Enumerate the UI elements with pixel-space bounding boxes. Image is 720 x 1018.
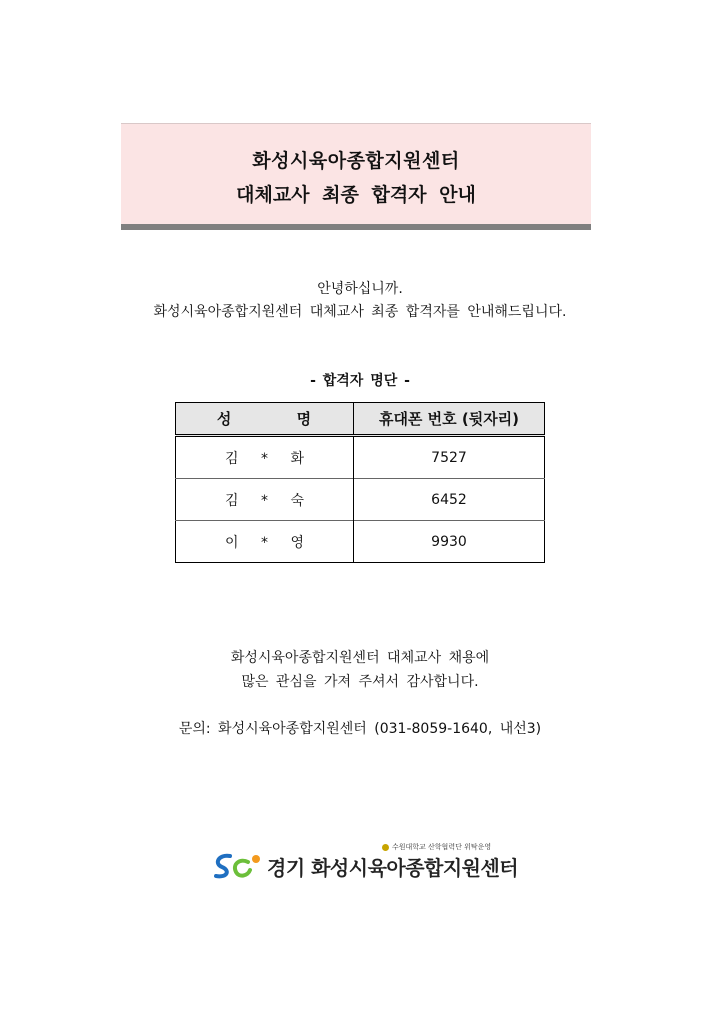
column-header-name: 성 명 [176,403,354,436]
greeting-line-1: 안녕하십니까. [317,281,403,297]
passer-table [175,402,545,563]
logo-name: 경기 화성시육아종합지원센터 [267,856,519,880]
title-box [121,123,591,225]
center-emblem-icon [212,850,264,882]
table-row [176,479,545,521]
table-row [176,436,545,479]
cell-phone: 6452 [354,479,545,521]
table-header-row [176,403,545,436]
closing-line-1: 화성시육아종합지원센터 대체교사 채용에 [230,650,490,666]
cell-phone: 9930 [354,521,545,563]
closing-line-2: 많은 관심을 가져 주셔서 감사합니다. [241,674,479,690]
cell-name: 김 * 숙 [176,479,354,521]
title-underline [121,224,591,230]
title-line-2: 대체교사 최종 합격자 안내 [236,184,476,206]
title-line-1: 화성시육아종합지원센터 [252,150,460,172]
logo-tagline: 수원대학교 산학협력단 위탁운영 [382,842,491,852]
cell-phone: 7527 [354,436,545,479]
contact-info: 문의: 화성시육아종합지원센터 (031-8059-1640, 내선3) [178,721,542,737]
cell-name: 김 * 화 [176,436,354,479]
list-heading: - 합격자 명단 - [310,373,410,389]
center-logo [212,842,519,882]
cell-name: 이 * 영 [176,521,354,563]
university-emblem-icon [382,844,389,851]
greeting-line-2: 화성시육아종합지원센터 대체교사 최종 합격자를 안내해드립니다. [153,304,567,320]
table-row [176,521,545,563]
column-header-phone: 휴대폰 번호 (뒷자리) [354,403,545,436]
